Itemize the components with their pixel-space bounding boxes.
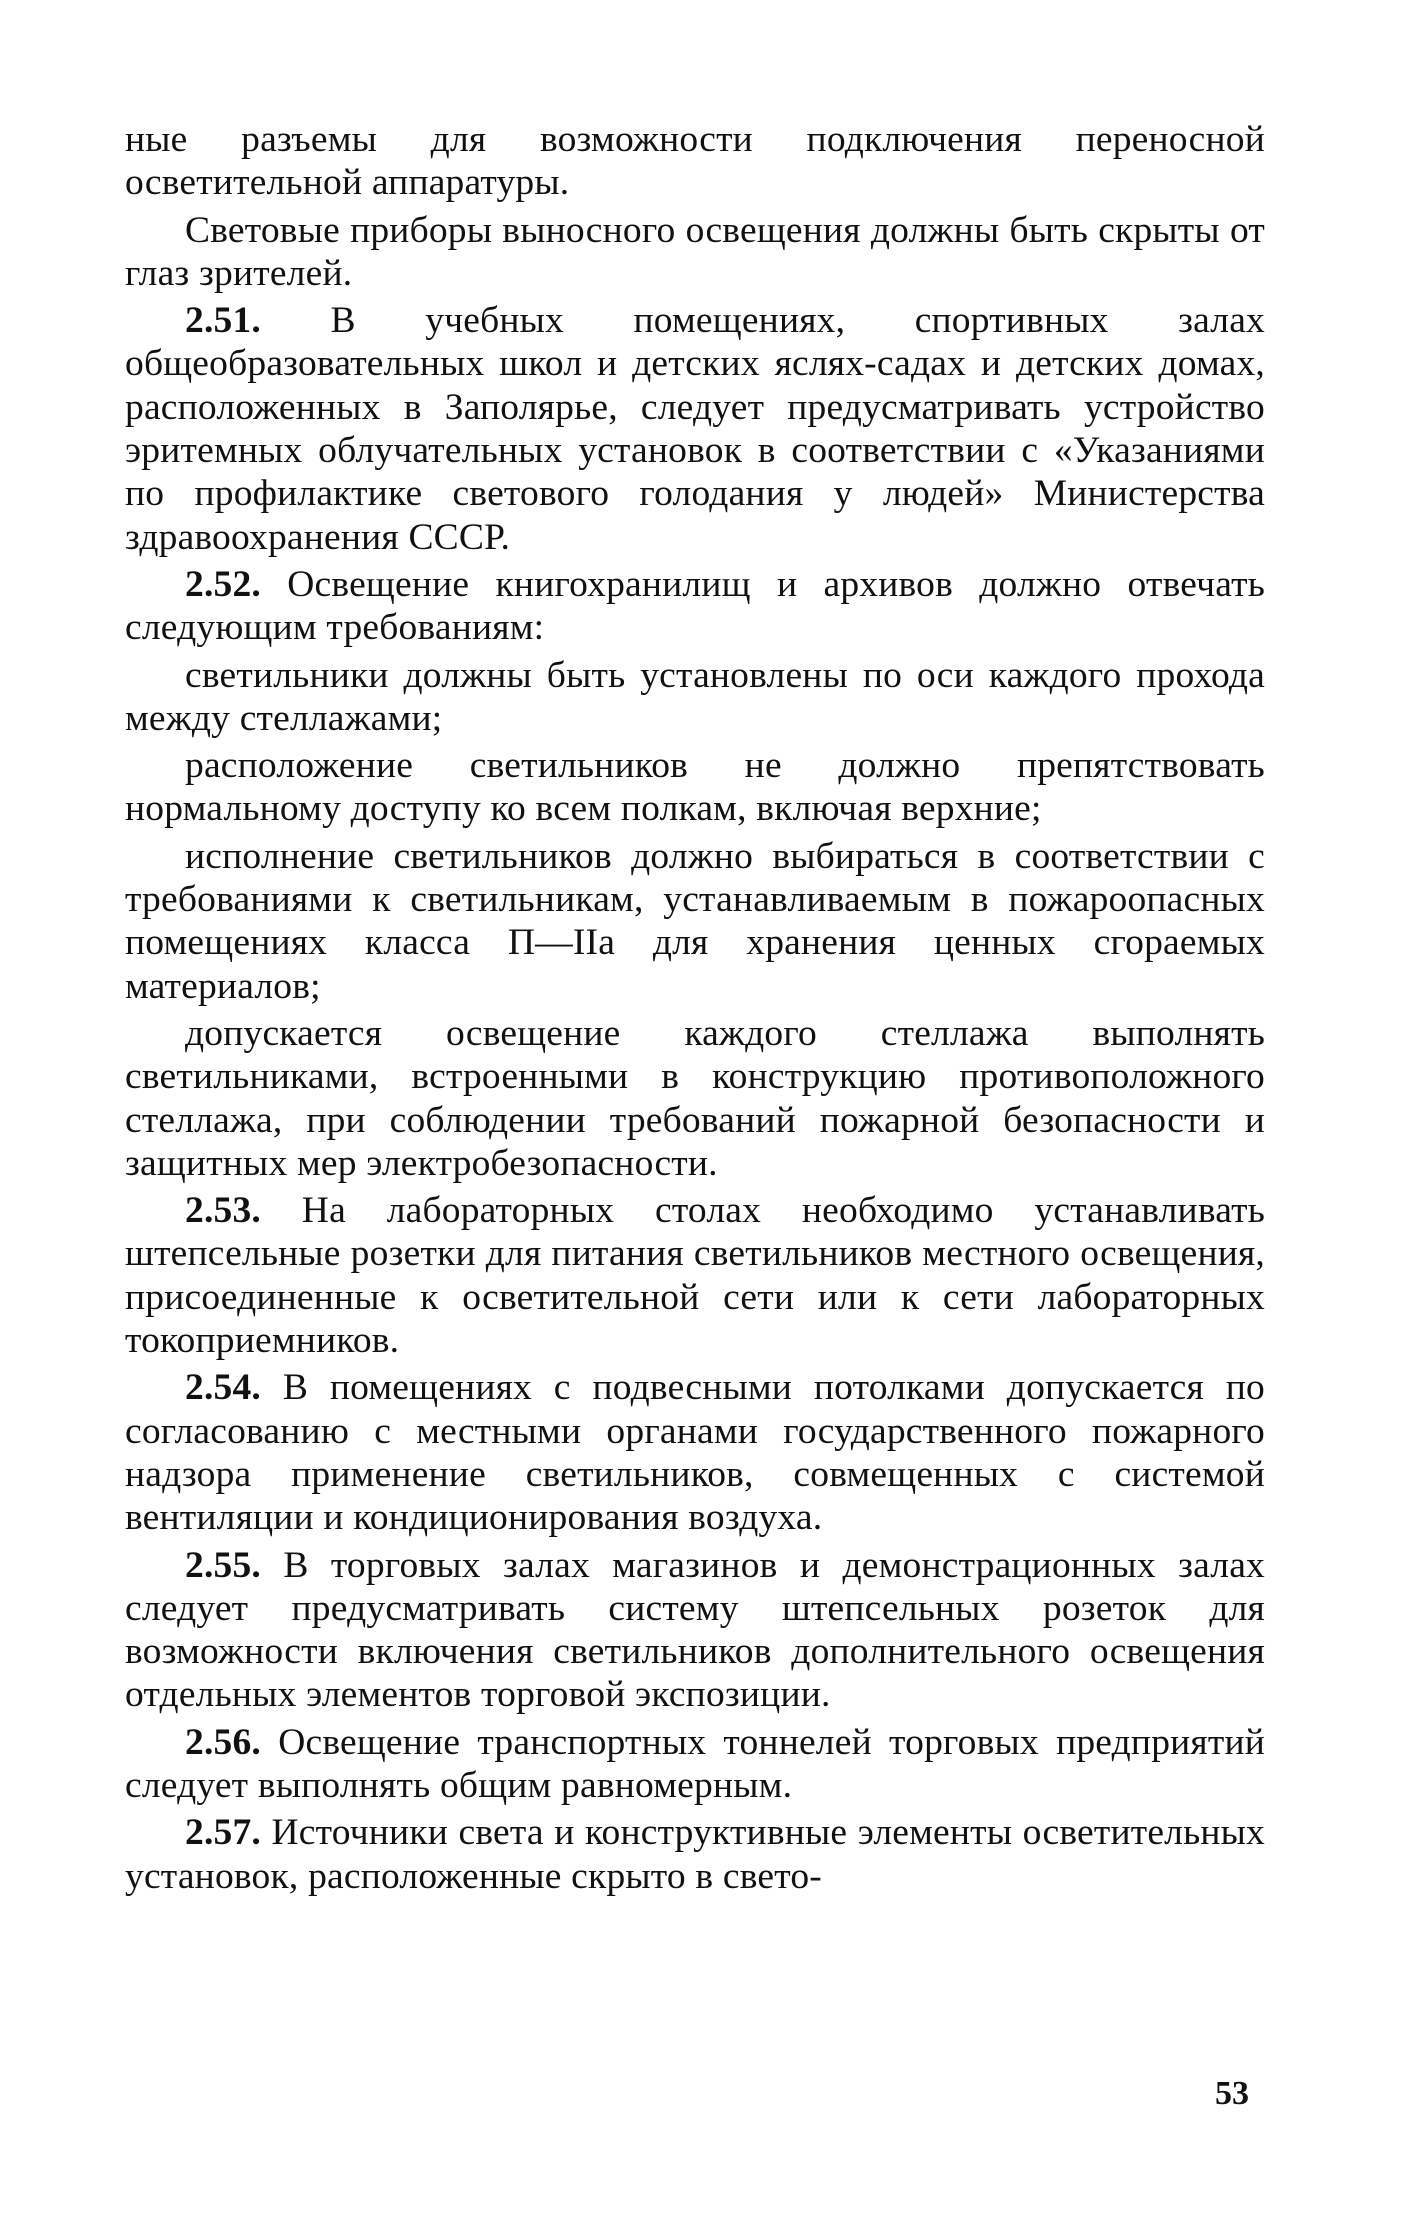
paragraph-2-57: 2.57. Источники света и конструктивные элементы осветительных установок, расположенные скрыто в свето- (125, 1812, 1265, 1897)
clause-number: 2.55. (185, 1544, 261, 1586)
paragraph-2-54: 2.54. В помещениях с подвесными потолками допускается по согласованию с местными органами государственного пожарного надзора применение светильников, совмещенных с системой вентиляции и кондиционирования воздуха. (125, 1367, 1265, 1539)
paragraph-2-55: 2.55. В торговых залах магазинов и демонстрационных залах следует предусматривать систему штепсельных розеток для возможности включения светильников дополнительного освещения отдельных элементов торговой экспозиции. (125, 1544, 1265, 1716)
paragraph-continuation: ные разъемы для возможности подключения переносной осветительной аппаратуры. (125, 119, 1265, 204)
clause-number: 2.53. (185, 1190, 261, 1232)
list-item-built-in-luminaires: допускается освещение каждого стеллажа выполнять светильниками, встроенными в конструкцию противоположного стеллажа, при соблюдении требований пожарной безопасности и защитных мер электробезопасности. (125, 1012, 1265, 1184)
clause-number: 2.57. (185, 1812, 261, 1854)
paragraph-2-53: 2.53. На лабораторных столах необходимо устанавливать штепсельные розетки для питания светильников местного освещения, присоединенные к осветительной сети или к сети лабораторных токоприемников. (125, 1190, 1265, 1362)
paragraph-2-52: 2.52. Освещение книгохранилищ и архивов должно отвечать следующим требованиям: (125, 563, 1265, 649)
clause-number: 2.56. (185, 1721, 261, 1763)
clause-number: 2.51. (185, 300, 261, 342)
list-item-shelf-access: расположение светильников не должно препятствовать нормальному доступу ко всем полкам, включая верхние; (125, 745, 1265, 830)
page-body (125, 118, 1265, 1902)
paragraph-2-51: 2.51. В учебных помещениях, спортивных залах общеобразовательных школ и детских яслях-садах и детских домах, расположенных в Заполярье, следует предусматривать устройство эритемных облучательных установок в соответствии с «Указаниями по профилактике светового голодания у людей» Министерства здравоохранения СССР. (125, 300, 1265, 558)
paragraph-2-56: 2.56. Освещение транспортных тоннелей торговых предприятий следует выполнять общим равномерным. (125, 1721, 1265, 1806)
page-number: 53 (1215, 2075, 1249, 2112)
clause-number: 2.54. (185, 1367, 261, 1409)
list-item-luminaire-axis: светильники должны быть установлены по оси каждого прохода между стеллажами; (125, 654, 1265, 739)
list-item-fire-class: исполнение светильников должно выбираться в соответствии с требованиями к светильникам, устанавливаемым в пожароопасных помещениях класса П—IIа для хранения ценных сгораемых материалов; (125, 835, 1265, 1007)
paragraph-remote-lighting: Световые приборы выносного освещения должны быть скрыты от глаз зрителей. (125, 209, 1265, 294)
clause-number: 2.52. (185, 563, 261, 605)
